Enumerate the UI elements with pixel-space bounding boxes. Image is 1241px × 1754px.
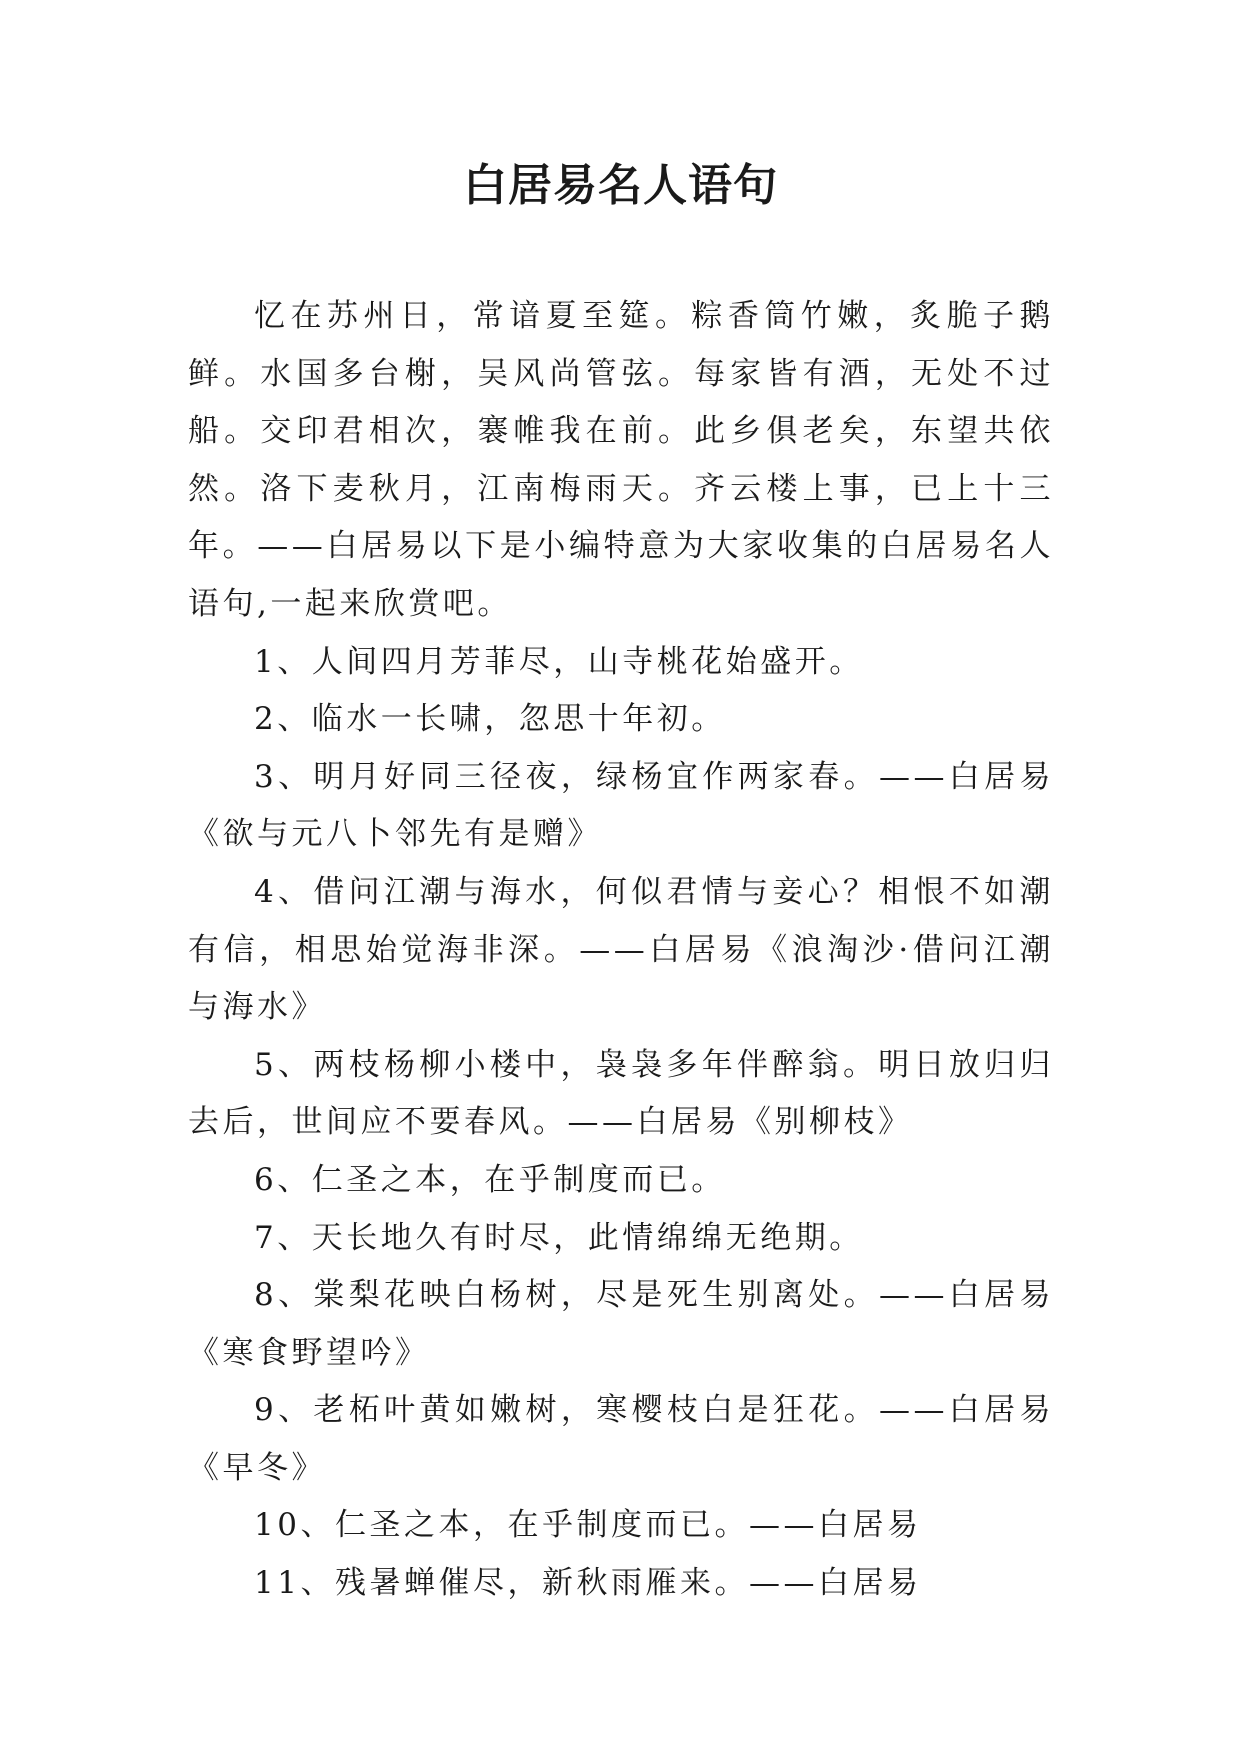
document-title: 白居易名人语句 xyxy=(463,160,778,211)
document-body xyxy=(188,288,1054,1613)
quote-item: 9、老柘叶黄如嫩树，寒樱枝白是狂花。——白居易《早冬》 xyxy=(188,1392,1054,1486)
quote-item: 7、天长地久有时尽，此情绵绵无绝期。 xyxy=(254,1219,864,1256)
quote-item: 6、仁圣之本，在乎制度而已。 xyxy=(254,1161,726,1198)
quote-item: 1、人间四月芳菲尽，山寺桃花始盛开。 xyxy=(254,643,864,680)
quote-item: 3、明月好同三径夜，绿杨宜作两家春。——白居易《欲与元八卜邻先有是赠》 xyxy=(188,758,1054,853)
quote-item: 2、临水一长啸，忽思十年初。 xyxy=(254,701,726,738)
intro-paragraph: 忆在苏州日，常谙夏至筵。粽香筒竹嫩，炙脆子鹅鲜。水国多台榭，吴风尚管弦。每家皆有酒，无处不过船。交印君相次，褰帷我在前。此乡俱老矣，东望共依然。洛下麦秋月，江南梅雨天。齐云楼上事，已上十三年。——白居易以下是小编特意为大家收集的白居易名人语句,一起来欣赏吧。 xyxy=(188,298,1054,622)
quote-item: 8、棠梨花映白杨树，尽是死生别离处。——白居易《寒食野望吟》 xyxy=(188,1277,1054,1371)
quote-item: 5、两枝杨柳小楼中，袅袅多年伴醉翁。明日放归归去后，世间应不要春风。——白居易《别柳枝》 xyxy=(188,1046,1054,1141)
quote-item: 4、借问江潮与海水，何似君情与妾心？相恨不如潮有信，相思始觉海非深。——白居易《浪淘沙·借问江潮与海水》 xyxy=(188,873,1054,1026)
quote-item: 11、残暑蝉催尽，新秋雨雁来。——白居易 xyxy=(254,1565,922,1602)
quote-item: 10、仁圣之本，在乎制度而已。——白居易 xyxy=(254,1507,922,1544)
